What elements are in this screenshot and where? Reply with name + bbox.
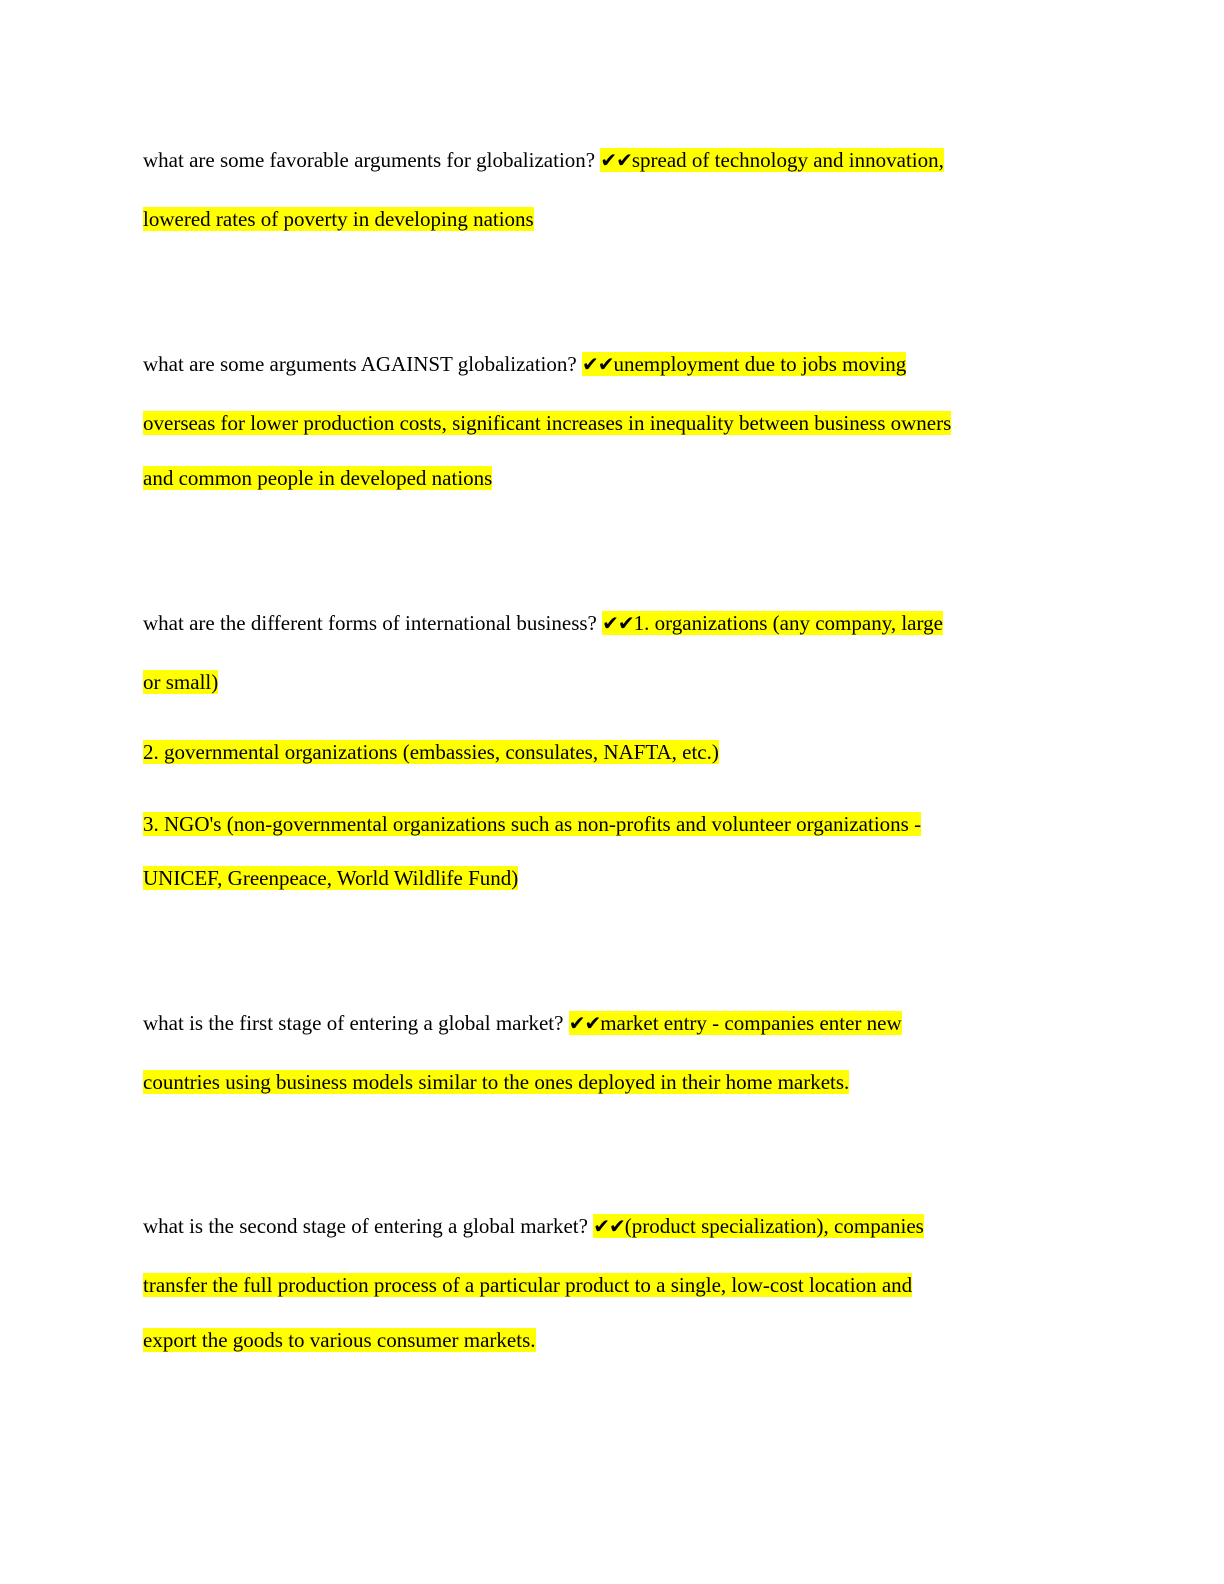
qa-3-line-5 — [143, 862, 518, 894]
double-check-icon: ✔✔ — [581, 352, 614, 376]
qa-2-line-1 — [143, 348, 906, 380]
qa-4-line-2 — [143, 1066, 849, 1098]
qa-3-answer-line-5: UNICEF, Greenpeace, World Wildlife Fund) — [143, 866, 519, 890]
qa-5-answer-highlight — [593, 1214, 924, 1238]
qa-2-answer-line-2: overseas for lower production costs, significant increases in inequality between business owners — [143, 411, 952, 435]
qa-3-line-2 — [143, 666, 218, 698]
double-check-icon: ✔✔ — [602, 611, 634, 635]
double-check-icon: ✔✔ — [600, 148, 632, 172]
qa-5-answer-line-1: (product specialization), companies — [624, 1214, 924, 1238]
qa-1-question: what are some favorable arguments for globalization? — [143, 148, 601, 172]
qa-2-answer-line-1: unemployment due to jobs moving — [613, 352, 907, 376]
qa-4-question: what is the first stage of entering a global market? — [143, 1011, 569, 1035]
qa-5-line-2 — [143, 1269, 912, 1301]
qa-5-answer-line-2: transfer the full production process of a particular product to a single, low-cost location and — [143, 1273, 913, 1297]
qa-1-line-2 — [143, 203, 534, 235]
qa-5-question: what is the second stage of entering a global market? — [143, 1214, 594, 1238]
qa-4-answer-line-1: market entry - companies enter new — [600, 1011, 902, 1035]
qa-5-line-3 — [143, 1324, 536, 1356]
qa-2-question: what are some arguments AGAINST globalization? — [143, 352, 582, 376]
qa-3-answer-line-2: or small) — [143, 670, 219, 694]
qa-3-answer-highlight — [602, 611, 943, 635]
qa-1-line-1 — [143, 144, 944, 176]
qa-1-answer-highlight — [600, 148, 944, 172]
qa-2-answer-highlight — [582, 352, 906, 376]
double-check-icon: ✔✔ — [593, 1214, 625, 1238]
qa-3-answer-line-4: 3. NGO's (non-governmental organizations such as non-profits and volunteer organizations - — [143, 812, 922, 836]
qa-2-line-3 — [143, 462, 492, 494]
qa-3-line-1 — [143, 607, 943, 639]
qa-3-line-4 — [143, 808, 921, 840]
qa-5-answer-line-3: export the goods to various consumer markets. — [143, 1328, 536, 1352]
qa-3-question: what are the different forms of international business? — [143, 611, 603, 635]
qa-3-line-3 — [143, 736, 719, 768]
double-check-icon: ✔✔ — [568, 1011, 601, 1035]
qa-4-answer-line-2: countries using business models similar to the ones deployed in their home markets. — [143, 1070, 850, 1094]
qa-5-line-1 — [143, 1210, 924, 1242]
qa-1-answer-line-1: spread of technology and innovation, — [631, 148, 944, 172]
qa-3-answer-line-3: 2. governmental organizations (embassies, consulates, NAFTA, etc.) — [143, 740, 719, 764]
qa-4-line-1 — [143, 1007, 902, 1039]
qa-1-answer-line-2: lowered rates of poverty in developing nations — [143, 207, 534, 231]
qa-3-answer-line-1: 1. organizations (any company, large — [633, 611, 943, 635]
qa-4-answer-highlight — [569, 1011, 902, 1035]
qa-2-line-2 — [143, 407, 951, 439]
qa-2-answer-line-3: and common people in developed nations — [143, 466, 493, 490]
